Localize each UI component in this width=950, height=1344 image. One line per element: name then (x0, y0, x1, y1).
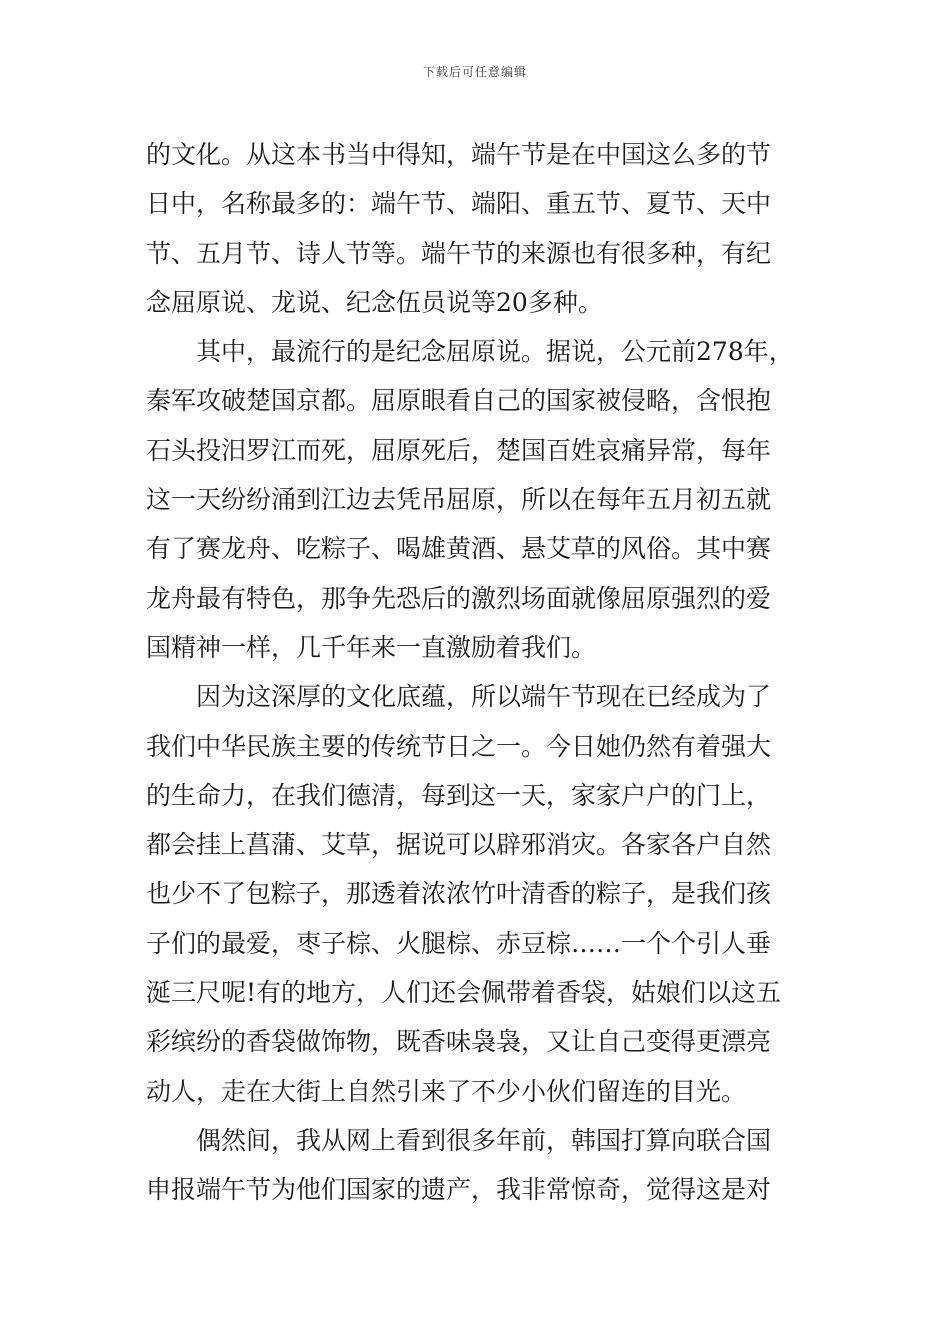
text-line: 石头投汨罗江而死，屈原死后，楚国百姓哀痛异常，每年 (146, 435, 772, 465)
text-line: 都会挂上菖蒲、艾草，据说可以辟邪消灾。各家各户自然 (146, 830, 772, 860)
text-line: 有了赛龙舟、吃粽子、喝雄黄酒、悬艾草的风俗。其中赛 (146, 534, 772, 564)
text-line: 日中，名称最多的：端午节、端阳、重五节、夏节、天中 (146, 189, 772, 219)
text-line: 偶然间，我从网上看到很多年前，韩国打算向联合国 (196, 1125, 772, 1155)
text-line: 节、五月节、诗人节等。端午节的来源也有很多种，有纪 (146, 238, 772, 268)
text-line: 彩缤纷的香袋做饰物，既香味袅袅，又让自己变得更漂亮 (146, 1027, 772, 1057)
text-line: 的生命力，在我们德清，每到这一天，家家户户的门上， (146, 780, 772, 810)
text-line: 涎三尺呢!有的地方，人们还会佩带着香袋，姑娘们以这五 (146, 978, 782, 1008)
text-line: 的文化。从这本书当中得知，端午节是在中国这么多的节 (146, 140, 772, 169)
text-line: 因为这深厚的文化底蕴，所以端午节现在已经成为了 (196, 682, 772, 712)
text-line: 申报端午节为他们国家的遗产，我非常惊奇，觉得这是对 (146, 1175, 772, 1205)
text-line: 国精神一样，几千年来一直激励着我们。 (146, 632, 597, 662)
text-line: 这一天纷纷涌到江边去凭吊屈原，所以在每年五月初五就 (146, 485, 772, 515)
body-text (146, 130, 808, 1215)
text-line: 也少不了包粽子，那透着浓浓竹叶清香的粽子，是我们孩 (146, 879, 772, 909)
text-line: 秦军攻破楚国京都。屈原眼看自己的国家被侵略，含恨抱 (146, 386, 772, 416)
text-line: 其中，最流行的是纪念屈原说。据说，公元前278年， (196, 337, 794, 367)
text-line: 动人，走在大街上自然引来了不少小伙们留连的目光。 (146, 1076, 747, 1106)
text-line: 念屈原说、龙说、纪念伍员说等20多种。 (146, 287, 603, 317)
text-line: 龙舟最有特色，那争先恐后的激烈场面就像屈原强烈的爱 (146, 583, 772, 613)
text-line: 我们中华民族主要的传统节日之一。今日她仍然有着强大 (146, 731, 772, 761)
page-header: 下载后可任意编辑 (422, 65, 527, 79)
text-line: 子们的最爱，枣子棕、火腿棕、赤豆棕……一个个引人垂 (146, 928, 772, 958)
